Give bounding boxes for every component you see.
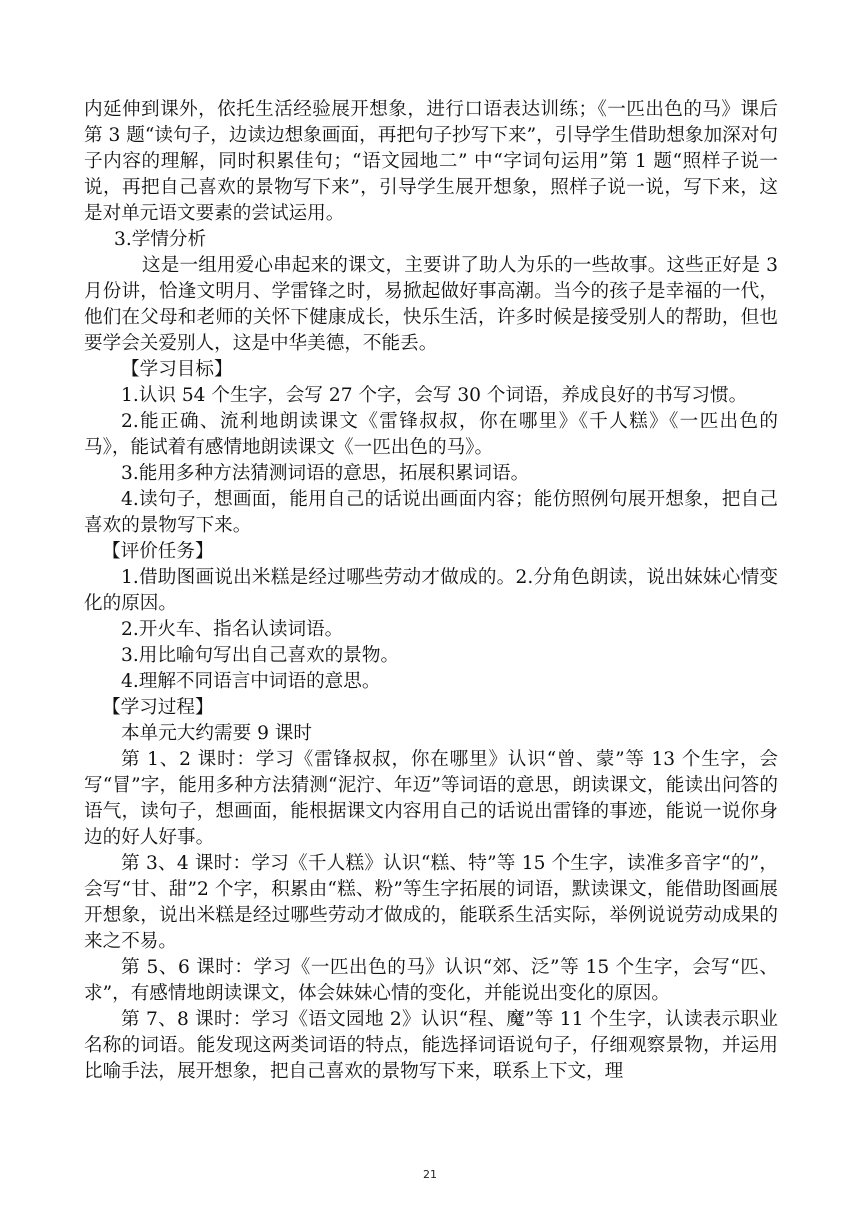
page-number: 21: [423, 1168, 437, 1181]
paragraph: 【学习目标】: [121, 359, 233, 380]
paragraph: 4.理解不同语言中词语的意思。: [121, 671, 381, 692]
paragraph: 内延伸到课外，依托生活经验展开想象，进行口语表达训练；《一匹出色的马》课后第 3 题“读句子，边读边想象画面，再把句子抄写下来”，引导学生借助想象加深对句子内容的理解，同时积累佳句；“语文园地二” 中“字词句运用”第 1 题“照样子说一说，再把自己喜欢的景物写下来”，引导学生展开想象，照样子说一说，写下来，这是对单元语文要素的尝试运用。: [84, 99, 778, 224]
paragraph: 3.学情分析: [114, 229, 207, 250]
paragraph: 第 7、8 课时：学习《语文园地 2》认识“程、魔”等 11 个生字，认读表示职业名称的词语。能发现这两类词语的特点，能选择词语说句子，仔细观察景物，并运用比喻手法，展开想象，把自己喜欢的景物写下来，联系上下文，理: [84, 1009, 778, 1082]
paragraph: 第 5、6 课时：学习《一匹出色的马》认识“郊、泛”等 15 个生字，会写“匹、求”，有感情地朗读课文，体会妹妹心情的变化，并能说出变化的原因。: [84, 957, 778, 1004]
paragraph: 【评价任务】: [102, 541, 214, 562]
paragraph: 4.读句子，想画面，能用自己的话说出画面内容；能仿照例句展开想象，把自己喜欢的景物写下来。: [84, 489, 778, 536]
paragraph: 1.认识 54 个生字，会写 27 个字，会写 30 个词语，养成良好的书写习惯。: [121, 385, 748, 406]
paragraph: 第 3、4 课时：学习《千人糕》认识“糕、特”等 15 个生字，读准多音字“的”，会写“甘、甜”2 个字，积累由“糕、粉”等生字拓展的词语，默读课文，能借助图画展开想象，说出米糕是经过哪些劳动才做成的，能联系生活实际，举例说说劳动成果的来之不易。: [84, 853, 778, 952]
paragraph: 3.用比喻句写出自己喜欢的景物。: [121, 645, 400, 666]
paragraph: 2.开火车、指名认读词语。: [121, 619, 344, 640]
paragraph: 本单元大约需要 9 课时: [121, 723, 312, 744]
paragraph: 3.能用多种方法猜测词语的意思，拓展积累词语。: [121, 463, 530, 484]
body-text: [84, 97, 778, 1085]
paragraph: 【学习过程】: [102, 697, 214, 718]
paragraph: 2.能正确、流利地朗读课文《雷锋叔叔，你在哪里》《千人糕》《一匹出色的马》，能试着有感情地朗读课文《一匹出色的马》。: [84, 411, 778, 458]
paragraph: 第 1、2 课时：学习《雷锋叔叔，你在哪里》认识“曾、蒙”等 13 个生字，会写“冒”字，能用多种方法猜测“泥泞、年迈”等词语的意思，朗读课文，能读出问答的语气，读句子，想画面，能根据课文内容用自己的话说出雷锋的事迹，能说一说你身边的好人好事。: [84, 749, 778, 848]
paragraph: 1.借助图画说出米糕是经过哪些劳动才做成的。2.分角色朗读，说出妹妹心情变化的原因。: [84, 567, 778, 614]
paragraph: 这是一组用爱心串起来的课文，主要讲了助人为乐的一些故事。这些正好是 3 月份讲，恰逢文明月、学雷锋之时，易掀起做好事高潮。当今的孩子是幸福的一代，他们在父母和老师的关怀下健康成长，快乐生活，许多时候是接受别人的帮助，但也要学会关爱别人，这是中华美德，不能丢。: [84, 255, 778, 354]
